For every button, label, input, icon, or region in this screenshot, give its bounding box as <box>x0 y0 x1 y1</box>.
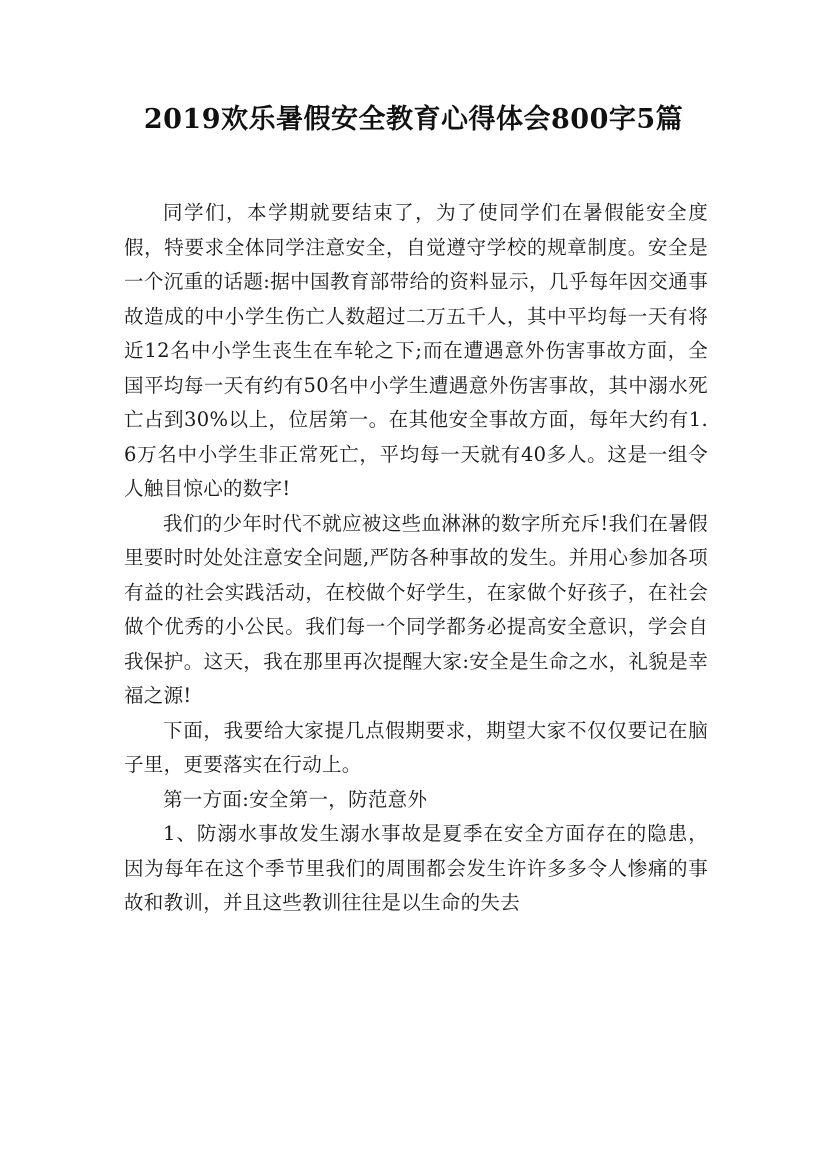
paragraph-youth: 我们的少年时代不就应被这些血淋淋的数字所充斥!我们在暑假里要时时处处注意安全问题,严防各种事故的发生。并用心参加各项有益的社会实践活动，在校做个好学生，在家做个好孩子，在社会做个优秀的小公民。我们每一个同学都务必提高安全意识，学会自我保护。这天，我在那里再次提醒大家:安全是生命之水，礼貌是幸福之源! <box>124 511 708 707</box>
paragraph-intro: 同学们，本学期就要结束了，为了使同学们在暑假能安全度假，特要求全体同学注意安全，自觉遵守学校的规章制度。安全是一个沉重的话题:据中国教育部带给的资料显示，几乎每年因交通事故造成的中小学生伤亡人数超过二万五千人，其中平均每一天有将近12名中小学生丧生在车轮之下;而在遭遇意外伤害事故方面，全国平均每一天有约有50名中小学生遭遇意外伤害事故，其中溺水死亡占到30%以上，位居第一。在其他安全事故方面，每年大约有1.6万名中小学生非正常死亡，平均每一天就有40多人。这是一组令人触目惊心的数字! <box>124 201 708 500</box>
document-title: 2019欢乐暑假安全教育心得体会800字5篇 <box>143 104 684 135</box>
document-body <box>124 196 708 921</box>
paragraph-drowning: 1、防溺水事故发生溺水事故是夏季在安全方面存在的隐患，因为每年在这个季节里我们的周围都会发生许许多多令人惨痛的事故和教训，并且这些教训往往是以生命的失去 <box>124 822 708 914</box>
paragraph-section-heading: 第一方面:安全第一，防范意外 <box>163 787 428 811</box>
paragraph-requirements: 下面，我要给大家提几点假期要求，期望大家不仅仅要记在脑子里，更要落实在行动上。 <box>124 718 708 776</box>
